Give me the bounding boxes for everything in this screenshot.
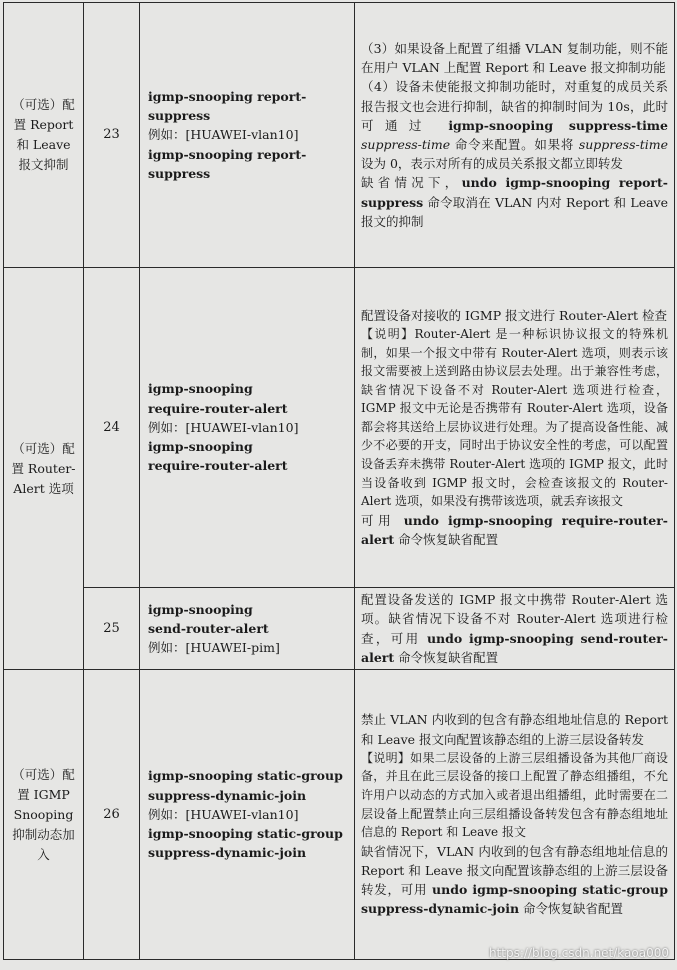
description-cell — [355, 3, 675, 268]
example-command: igmp-snooping report-suppress — [148, 145, 349, 183]
command-cell — [140, 268, 355, 588]
command-cell — [140, 588, 355, 670]
example-command: igmp-snooping static-group — [148, 824, 349, 843]
command: suppress-dynamic-join — [148, 786, 349, 805]
desc-undo: 可用 undo igmp-snooping require-router-alert 命令恢复缺省配置 — [361, 511, 668, 549]
command: igmp-snooping — [148, 379, 349, 398]
command: require-router-alert — [148, 399, 349, 418]
step-number: 24 — [84, 268, 140, 588]
example-command: require-router-alert — [148, 456, 349, 475]
step-number: 26 — [84, 670, 140, 960]
table-row — [4, 3, 675, 268]
desc-para: （3）如果设备上配置了组播 VLAN 复制功能，则不能在用户 VLAN 上配置 Report 和 Leave 报文抑制功能 — [361, 39, 668, 77]
step-number: 25 — [84, 588, 140, 670]
table-row — [4, 588, 675, 670]
watermark: https://blog.csdn.net/kaoa000 — [489, 946, 669, 960]
example: 例如：[HUAWEI-vlan10] — [148, 805, 349, 824]
table-row — [4, 268, 675, 588]
desc-note: 【说明】Router-Alert 是一种标识协议报文的特殊机制，如果一个报文中带有 Router-Alert 选项，则表示该报文需要被上送到路由协议层去处理。出于兼容性考虑，缺省情况下设备不对 Router-Alert 选项进行检查，IGMP 报文中无论是否携带有 Router-Alert 选项，设备都会将其送给上层协议进行处理。为了提高设备性能、减少不必要的开支，同时出于协议安全性的考虑，可以配置设备丢弃未携带 Router-Alert 选项的 IGMP 报文，此时当设备收到 IGMP 报文时，会检查该报文的 Router-Alert 选项，如果没有携带该选项，就丢弃该报文 — [361, 325, 668, 511]
desc-default: 缺省情况下，VLAN 内收到的包含有静态组地址信息的 Report 和 Leave 报文向配置该静态组的上游三层设备转发，可用 undo igmp-snooping static-group suppress-dynamic-join 命令恢复缺省配置 — [361, 842, 668, 919]
command: igmp-snooping static-group — [148, 766, 349, 785]
example-command: igmp-snooping — [148, 437, 349, 456]
config-table — [3, 2, 675, 960]
desc-note: 【说明】如果二层设备的上游三层组播设备为其他厂商设备，并且在此三层设备的接口上配置了静态组播组，不允许用户以动态的方式加入或者退出组播组，此时需要在二层设备上配置禁止向三层组播设备转发包含有静态组地址信息的 Report 和 Leave 报文 — [361, 749, 668, 842]
feature-cell: （可选）配置 IGMP Snooping 抑制动态加入 — [4, 670, 84, 960]
desc-intro: 配置设备对接收的 IGMP 报文进行 Router-Alert 检查 — [361, 306, 668, 325]
description-cell — [355, 268, 675, 588]
command-cell — [140, 3, 355, 268]
feature-cell: （可选）配置 Router-Alert 选项 — [4, 268, 84, 670]
example: 例如：[HUAWEI-vlan10] — [148, 418, 349, 437]
command: igmp-snooping — [148, 600, 349, 619]
step-number: 23 — [84, 3, 140, 268]
desc-intro: 禁止 VLAN 内收到的包含有静态组地址信息的 Report 和 Leave 报文向配置该静态组的上游三层设备转发 — [361, 710, 668, 748]
example-command: suppress-dynamic-join — [148, 843, 349, 862]
command-cell — [140, 670, 355, 960]
example: 例如：[HUAWEI-pim] — [148, 638, 349, 657]
command: send-router-alert — [148, 619, 349, 638]
description-cell — [355, 670, 675, 960]
example: 例如：[HUAWEI-vlan10] — [148, 125, 349, 144]
description-cell — [355, 588, 675, 670]
desc-para: 配置设备发送的 IGMP 报文中携带 Router-Alert 选项。缺省情况下设备不对 Router-Alert 选项进行检查，可用 undo igmp-snooping send-router-alert 命令恢复缺省配置 — [361, 590, 668, 667]
desc-default: 缺省情况下，undo igmp-snooping report-suppress 命令取消在 VLAN 内对 Report 和 Leave 报文的抑制 — [361, 173, 668, 231]
table-row — [4, 670, 675, 960]
command: igmp-snooping report-suppress — [148, 87, 349, 125]
desc-para: （4）设备未使能报文抑制功能时，对重复的成员关系报告报文也会进行抑制，缺省的抑制时间为 10s，此时可通过 igmp-snooping suppress-time suppress-time 命令来配置。如果将 suppress-time 设为 0，表示对所有的成员关系报文都立即转发 — [361, 77, 668, 173]
feature-cell: （可选）配置 Report 和 Leave 报文抑制 — [4, 3, 84, 268]
